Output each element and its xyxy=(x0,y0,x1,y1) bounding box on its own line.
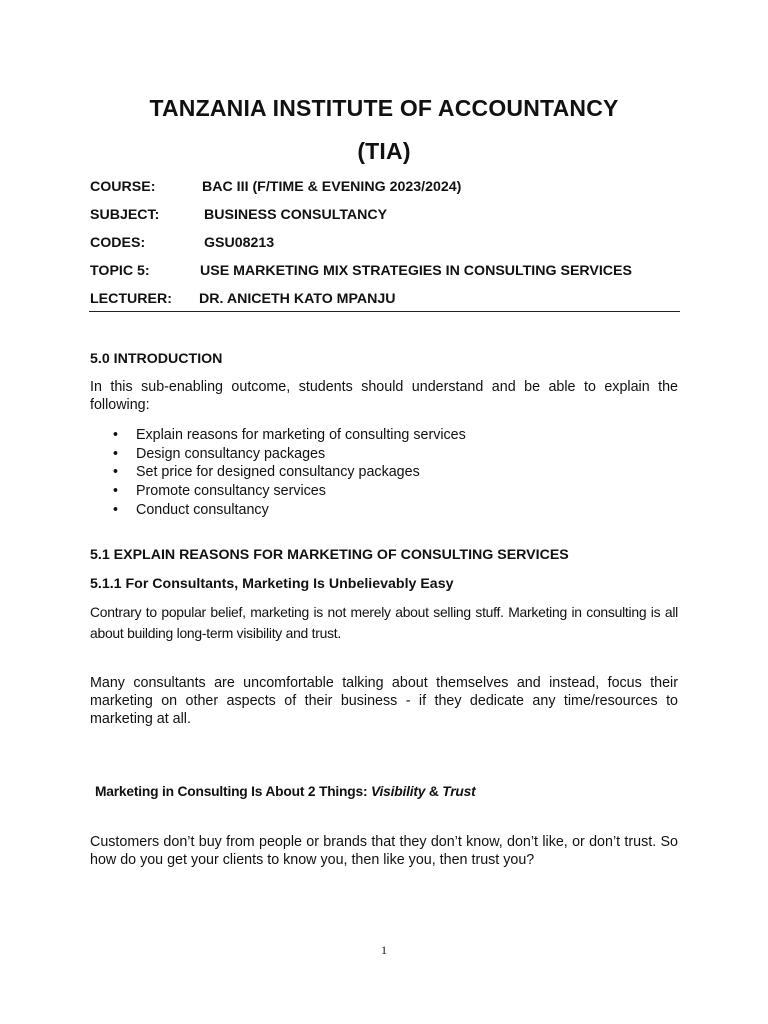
codes-value: GSU08213 xyxy=(204,235,275,251)
lecturer-value: DR. ANICETH KATO MPANJU xyxy=(199,291,396,307)
bullet-icon: • xyxy=(113,501,119,518)
list-item: • Promote consultancy services xyxy=(113,483,326,500)
institute-title: TANZANIA INSTITUTE OF ACCOUNTANCY xyxy=(149,95,619,121)
list-item: • Conduct consultancy xyxy=(113,501,269,518)
bullet-icon: • xyxy=(113,445,119,462)
list-item: • Set price for designed consultancy packages xyxy=(113,464,420,481)
topic-value: USE MARKETING MIX STRATEGIES IN CONSULTING SERVICES xyxy=(200,263,632,279)
bullet-icon: • xyxy=(113,427,119,443)
introduction-heading: 5.0 INTRODUCTION xyxy=(90,351,223,367)
marketing-definition-paragraph: Contrary to popular belief, marketing is not merely about selling stuff. Marketing in consulting is all about building long-term visibility and trust. xyxy=(90,604,678,641)
page-number: 1 xyxy=(381,943,387,957)
list-item: • Explain reasons for marketing of consulting services xyxy=(113,427,466,443)
course-value: BAC III (F/TIME & EVENING 2023/2024) xyxy=(202,179,462,195)
consultants-paragraph: Many consultants are uncomfortable talking about themselves and instead, focus their marketing on other aspects of their business - if they dedicate any time/resources to marketing at all. xyxy=(90,675,678,727)
lecturer-label: LECTURER: xyxy=(90,291,172,307)
bullet-icon: • xyxy=(113,464,119,481)
subject-label: SUBJECT: xyxy=(90,207,160,223)
course-label: COURSE: xyxy=(90,179,156,195)
list-item: • Design consultancy packages xyxy=(113,445,326,462)
institute-abbreviation: (TIA) xyxy=(357,138,411,164)
section-5-1-heading: 5.1 EXPLAIN REASONS FOR MARKETING OF CONSULTING SERVICES xyxy=(90,547,569,563)
codes-label: CODES: xyxy=(90,235,146,251)
trust-word: Trust xyxy=(442,784,476,799)
subject-value: BUSINESS CONSULTANCY xyxy=(204,207,388,223)
visibility-trust-heading: Marketing in Consulting Is About 2 Things: Visibility & Trust xyxy=(95,784,476,799)
bullet-icon: • xyxy=(113,483,119,500)
customers-paragraph: Customers don’t buy from people or brands that they don’t know, don’t like, or don’t trust. So how do you get your clients to know you, then like you, then trust you? xyxy=(90,834,678,868)
introduction-paragraph: In this sub-enabling outcome, students should understand and be able to explain the following: xyxy=(90,379,678,413)
visibility-word: Visibility xyxy=(371,784,426,799)
header-divider xyxy=(89,311,680,312)
section-5-1-1-heading: 5.1.1 For Consultants, Marketing Is Unbelievably Easy xyxy=(90,576,454,592)
outcome-bullet-list xyxy=(110,426,466,519)
topic-label: TOPIC 5: xyxy=(90,263,150,279)
